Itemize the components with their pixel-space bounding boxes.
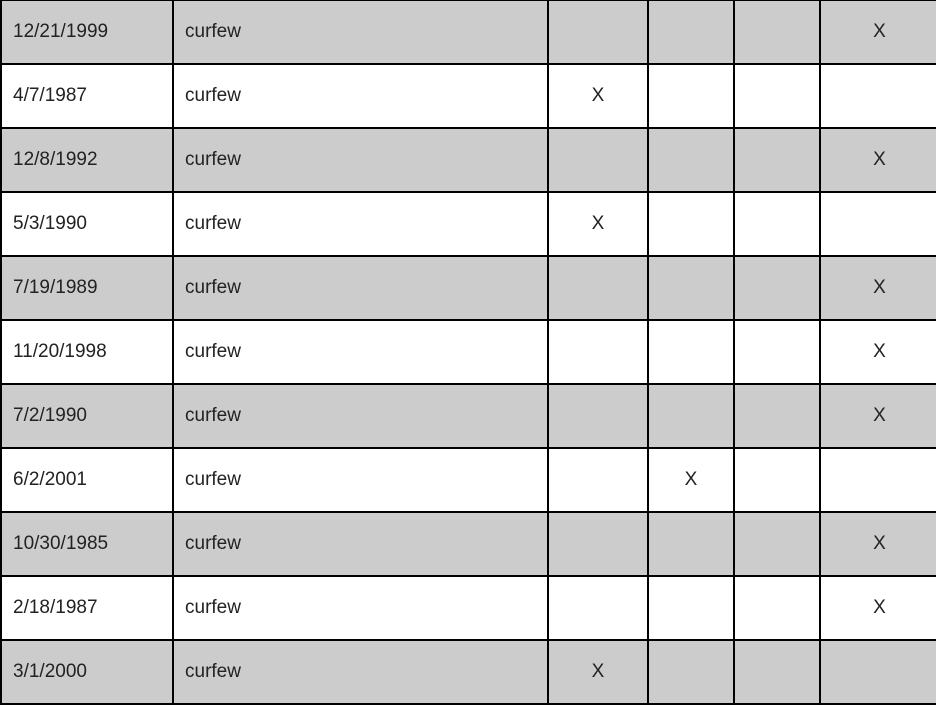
mark-cell-2 (648, 640, 734, 704)
table-row (1, 384, 936, 448)
date-cell: 7/19/1989 (1, 256, 173, 320)
date-cell: 3/1/2000 (1, 640, 173, 704)
mark-cell-1 (548, 512, 648, 576)
mark-cell-1 (548, 0, 648, 64)
mark-cell-4: X (820, 576, 936, 640)
type-cell: curfew (173, 128, 548, 192)
mark-cell-4 (820, 640, 936, 704)
table-row (1, 576, 936, 640)
mark-cell-3 (734, 640, 820, 704)
mark-cell-4: X (820, 320, 936, 384)
mark-cell-2 (648, 128, 734, 192)
mark-cell-1 (548, 320, 648, 384)
mark-cell-4: X (820, 128, 936, 192)
mark-cell-4 (820, 192, 936, 256)
mark-cell-2 (648, 256, 734, 320)
mark-cell-4: X (820, 512, 936, 576)
mark-cell-1: X (548, 192, 648, 256)
mark-cell-3 (734, 384, 820, 448)
mark-cell-4: X (820, 0, 936, 64)
mark-cell-2 (648, 320, 734, 384)
table-row (1, 64, 936, 128)
mark-cell-2 (648, 192, 734, 256)
mark-cell-1 (548, 576, 648, 640)
date-cell: 10/30/1985 (1, 512, 173, 576)
mark-cell-1 (548, 128, 648, 192)
mark-cell-2 (648, 512, 734, 576)
mark-cell-2 (648, 384, 734, 448)
table-row (1, 256, 936, 320)
table-body (1, 0, 936, 704)
mark-cell-4 (820, 448, 936, 512)
type-cell: curfew (173, 64, 548, 128)
mark-cell-1 (548, 448, 648, 512)
table-row (1, 512, 936, 576)
type-cell: curfew (173, 256, 548, 320)
type-cell: curfew (173, 640, 548, 704)
mark-cell-1: X (548, 640, 648, 704)
mark-cell-1 (548, 256, 648, 320)
type-cell: curfew (173, 512, 548, 576)
table-row (1, 0, 936, 64)
date-cell: 11/20/1998 (1, 320, 173, 384)
mark-cell-2 (648, 0, 734, 64)
date-cell: 5/3/1990 (1, 192, 173, 256)
date-cell: 12/21/1999 (1, 0, 173, 64)
table-row (1, 640, 936, 704)
mark-cell-3 (734, 576, 820, 640)
date-cell: 12/8/1992 (1, 128, 173, 192)
type-cell: curfew (173, 192, 548, 256)
type-cell: curfew (173, 320, 548, 384)
mark-cell-3 (734, 128, 820, 192)
type-cell: curfew (173, 384, 548, 448)
mark-cell-3 (734, 320, 820, 384)
type-cell: curfew (173, 448, 548, 512)
date-cell: 4/7/1987 (1, 64, 173, 128)
mark-cell-3 (734, 192, 820, 256)
mark-cell-2 (648, 64, 734, 128)
mark-cell-4 (820, 64, 936, 128)
mark-cell-3 (734, 64, 820, 128)
table-row (1, 192, 936, 256)
table-row (1, 448, 936, 512)
date-cell: 6/2/2001 (1, 448, 173, 512)
mark-cell-1: X (548, 64, 648, 128)
type-cell: curfew (173, 0, 548, 64)
mark-cell-4: X (820, 256, 936, 320)
mark-cell-3 (734, 448, 820, 512)
type-cell: curfew (173, 576, 548, 640)
table-row (1, 128, 936, 192)
mark-cell-2: X (648, 448, 734, 512)
date-cell: 2/18/1987 (1, 576, 173, 640)
mark-cell-3 (734, 0, 820, 64)
date-cell: 7/2/1990 (1, 384, 173, 448)
mark-cell-4: X (820, 384, 936, 448)
mark-cell-3 (734, 512, 820, 576)
mark-cell-2 (648, 576, 734, 640)
table-row (1, 320, 936, 384)
mark-cell-1 (548, 384, 648, 448)
mark-cell-3 (734, 256, 820, 320)
